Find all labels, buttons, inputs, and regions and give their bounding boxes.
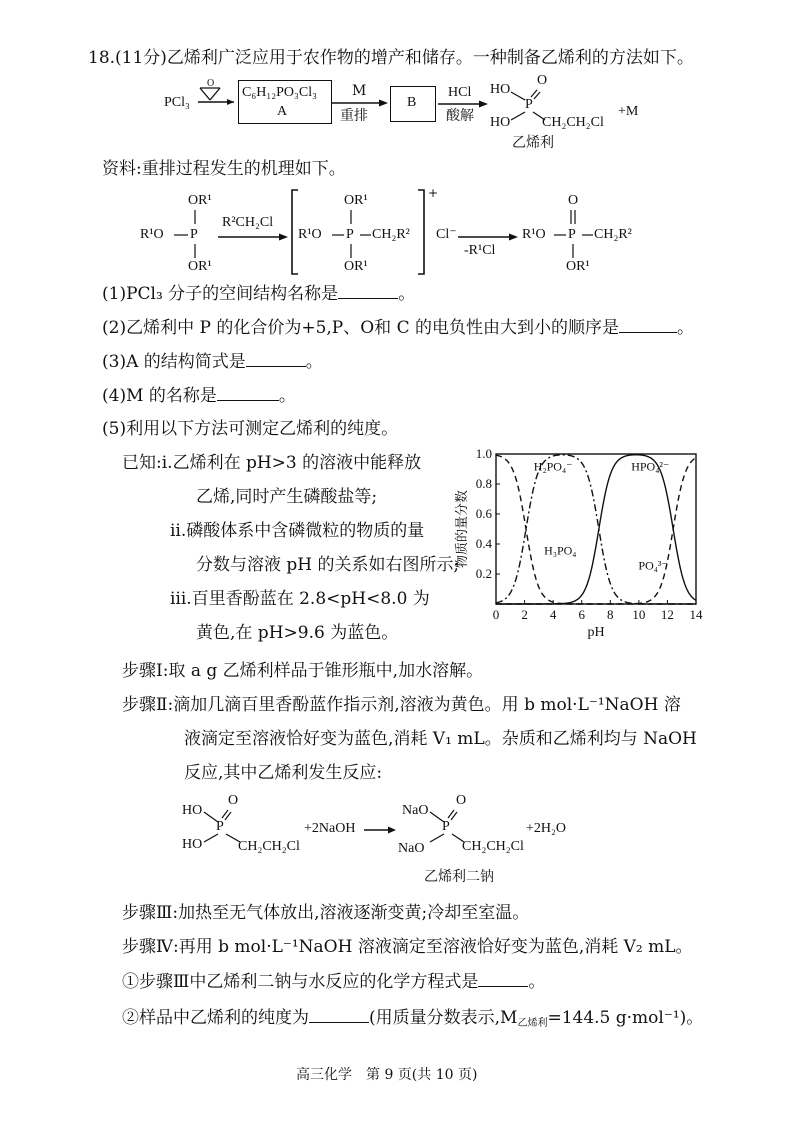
q5: (5)利用以下方法可测定乙烯利的纯度。 [102,419,399,439]
rx-o-right: O [456,793,467,808]
known-ii-line1: ⅱ.磷酸体系中含磷微粒的物质的量 [170,521,425,541]
epoxide-icon [196,78,236,106]
arrow2-bottom: 酸解 [446,108,474,124]
rx-o-left: O [228,793,239,808]
series-label-2: HPO₄²⁻ [631,459,670,474]
mech-arrow1 [218,232,288,242]
product-ho2: HO [490,115,511,130]
rx-chain-left: CH₂CH₂Cl [238,839,300,854]
rx-chain-right: CH₂CH₂Cl [462,839,524,854]
box-a-formula: C₆H₁₂PO₃Cl₃ [242,85,317,100]
x-axis-label: pH [587,625,605,640]
y-axis-label: 物质的量分数 [455,489,470,569]
mech-o-top-right: O [568,193,579,208]
mech-r1o-right: R¹O [522,227,546,242]
mech-cl-minus: Cl⁻ [436,227,457,242]
phosphate-distribution-chart [452,444,722,644]
product-name: 乙烯利 [512,135,554,151]
svg-text:O: O [207,78,215,89]
mech-or1-top: OR¹ [188,193,212,208]
known-iii-line2: 黄色,在 pH>9.6 为蓝色。 [196,623,399,643]
series-label-3: PO₄³⁻ [638,558,668,573]
rx-ho-top: HO [182,803,203,818]
x-tick-label: 8 [607,607,614,622]
mech-ch2r2-mid: CH₂R² [372,227,410,242]
product-chain: CH₂CH₂Cl [542,115,604,130]
mech-bonds-left [170,208,210,262]
arrow2-top: HCl [448,85,472,100]
mech-bonds-right [548,208,598,262]
sub2-text-a: ②样品中乙烯利的纯度为 [122,1008,309,1028]
known-iii-line1: ⅲ.百里香酚蓝在 2.8<pH<8.0 为 [170,589,430,609]
q2-text: (2)乙烯利中 P 的化合价为+5,P、O和 C 的电负性由大到小的顺序是 [102,318,619,338]
step4: 步骤Ⅳ:再用 b mol·L⁻¹NaOH 溶液滴定至溶液恰好变为蓝色,消耗 V₂ mL。 [122,937,693,957]
mech-or1-bottom: OR¹ [188,259,212,274]
rx-nao-bottom: NaO [398,841,425,856]
q3-text: (3)A 的结构简式是 [102,352,246,372]
q4: (4)M 的名称是 。 [102,386,296,406]
neutralization-reaction [180,790,620,890]
rx-nao-top: NaO [402,803,429,818]
y-tick-label: 1.0 [475,446,492,461]
sub1-blank[interactable] [478,970,528,987]
x-tick-label: 2 [521,607,528,622]
rx-p-right: P [442,819,450,834]
mech-r1o-left: R¹O [140,227,164,242]
mech-arrow2 [458,232,518,242]
x-tick-label: 4 [549,607,557,622]
known-i-line2: 乙烯,同时产生磷酸盐等; [196,487,378,507]
mechanism-intro: 资料:重排过程发生的机理如下。 [102,159,346,179]
plus-m: +M [618,104,639,119]
synthesis-scheme [150,73,670,156]
mech-arrow2-bottom: -R¹Cl [464,243,496,258]
box-a-label: A [277,104,288,119]
step2-line1: 步骤Ⅱ:滴加几滴百里香酚蓝作指示剂,溶液为黄色。用 b mol·L⁻¹NaOH 溶 [122,695,681,715]
rx-p-left: P [216,819,224,834]
arrow1-top: M [352,83,367,99]
mechanism-scheme [140,186,700,278]
q1-blank[interactable] [338,282,398,299]
product-p: P [525,97,533,112]
rx-bonds-left [198,802,248,848]
mech-p-left: P [190,227,198,242]
x-tick-label: 12 [660,607,674,622]
q4-blank[interactable] [217,384,279,401]
y-tick-label: 0.8 [475,476,492,491]
sub2-text-c: =144.5 g·mol⁻¹)。 [547,1008,704,1028]
q1-text: (1)PCl₃ 分子的空间结构名称是 [102,284,339,304]
x-tick-label: 6 [578,607,585,622]
step3: 步骤Ⅲ:加热至无气体放出,溶液逐渐变黄;冷却至室温。 [122,903,530,923]
question-header: 18.(11分)乙烯利广泛应用于农作物的增产和储存。一种制备乙烯利的方法如下。 [88,48,694,68]
mech-arrow1-top: R²CH₂Cl [222,215,274,230]
q4-text: (4)M 的名称是 [102,386,217,406]
rx-plus-h2o: +2H₂O [526,821,566,836]
x-tick-label: 10 [632,607,646,622]
product-o: O [537,73,548,88]
q2: (2)乙烯利中 P 的化合价为+5,P、O和 C 的电负性由大到小的顺序是 。 [102,318,694,338]
mech-ch2r2-right: CH₂R² [594,227,632,242]
step1: 步骤Ⅰ:取 a g 乙烯利样品于锥形瓶中,加水溶解。 [122,661,484,681]
rx-arrow [364,825,396,835]
mech-or1-bottom-mid: OR¹ [344,259,368,274]
series-line-0 [496,455,696,604]
step2-line2: 液滴定至溶液恰好变为蓝色,消耗 V₁ mL。杂质和乙烯利均与 NaOH [184,729,697,749]
q3: (3)A 的结构简式是 。 [102,352,323,372]
reagent-pcl3: PCl₃ [164,95,190,110]
mech-bonds-mid [326,208,376,262]
mech-p-right: P [568,227,576,242]
page-footer: 高三化学 第 9 页(共 10 页) [296,1067,478,1083]
mech-p-mid: P [346,227,354,242]
box-b-label: B [407,95,417,110]
product-ho1: HO [490,82,511,97]
arrow1-bottom: 重排 [340,108,368,124]
rx-plus-naoh: +2NaOH [304,821,356,836]
x-tick-label: 0 [492,607,500,622]
y-tick-label: 0.6 [475,506,492,521]
q3-blank[interactable] [246,350,306,367]
step2-line3: 反应,其中乙烯利发生反应: [184,763,383,783]
y-tick-label: 0.4 [475,536,492,551]
sub1-text: ①步骤Ⅲ中乙烯利二钠与水反应的化学方程式是 [122,972,479,992]
series-label-1: H₂PO₄⁻ [533,459,573,474]
mech-or1-top-mid: OR¹ [344,193,368,208]
q1: (1)PCl₃ 分子的空间结构名称是 。 [102,284,416,304]
known-ii-line2: 分数与溶液 pH 的关系如右图所示; [196,555,460,575]
rx-bonds-right [424,802,474,848]
mech-charge: + [428,186,439,200]
product-bonds [505,84,555,126]
sub2-blank[interactable] [309,1006,369,1023]
mech-or1-bottom-right: OR¹ [566,259,590,274]
series-label-0: H₃PO₄ [544,543,577,558]
y-tick-label: 0.2 [475,566,492,581]
q2-blank[interactable] [619,316,677,333]
sub2-subscript: 乙烯利 [517,1018,548,1029]
known-i-line1: 已知:ⅰ.乙烯利在 pH>3 的溶液中能释放 [122,453,422,473]
x-tick-label: 14 [689,607,703,622]
rx-ho-bottom: HO [182,837,203,852]
mech-r1o-mid: R¹O [298,227,322,242]
sub-question-2 [122,1006,703,1035]
rx-product-name: 乙烯利二钠 [424,869,494,885]
sub2-text-b: (用质量分数表示,M [369,1008,518,1028]
sub-question-1: ①步骤Ⅲ中乙烯利二钠与水反应的化学方程式是 。 [122,972,546,992]
